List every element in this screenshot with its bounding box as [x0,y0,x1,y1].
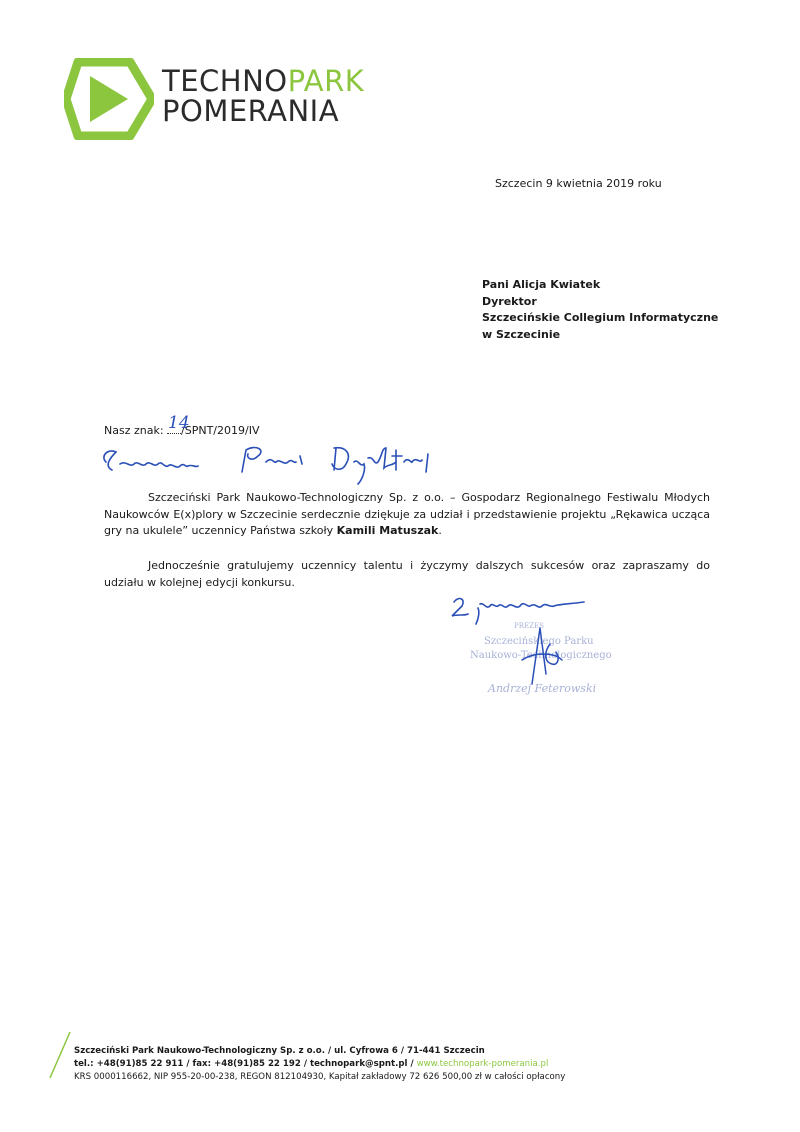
stamp-line-1: Szczecińskiego Parku [484,636,594,647]
letter-date: Szczecin 9 kwietnia 2019 roku [495,177,662,190]
recipient-institution: Szczecińskie Collegium Informatyczne [482,311,719,324]
logo-text-technopark [162,66,364,96]
footer-registration: KRS 0000116662, NIP 955-20-00-238, REGON 812104930, Kapitał zakładowy 72 626 500,00 zł w całości opłacony [74,1072,566,1082]
logo-word-techno: TECHNO [162,64,288,98]
footer-accent-line [46,1030,76,1080]
logo-word-park: PARK [287,64,365,98]
paragraph-congratulations-text: Jednocześnie gratulujemy uczennicy talentu i życzymy dalszych sukcesów oraz zapraszamy do udziału w kolejnej edycji konkursu. [104,559,710,589]
letter-footer [74,1045,565,1084]
paragraph-congratulations [104,558,710,591]
recipient-city: w Szczecinie [482,327,561,341]
stamp-name: Andrzej Feterowski [488,682,597,695]
handwritten-initials-signature [510,624,570,688]
footer-contact: tel.: +48(91)85 22 911 / fax: +48(91)85 22 192 / technopark@spnt.pl / [74,1059,417,1069]
footer-contact-line [74,1058,565,1071]
recipient-name: Pani Alicja Kwiatek [482,278,601,291]
footer-company-address: Szczeciński Park Naukowo-Technologiczny Sp. z o.o. / ul. Cyfrowa 6 / 71-441 Szczecin [74,1046,485,1056]
reference-prefix: Nasz znak: [104,424,168,437]
reference-suffix: /SPNT/2019/IV [181,424,260,437]
signature-stamp-area [440,590,680,710]
paragraph-thanks [104,490,710,540]
logo-text-pomerania: POMERANIA [162,94,340,128]
student-name: Kamili Matuszak [336,524,439,537]
footer-website-link[interactable]: www.technopark-pomerania.pl [416,1059,549,1069]
reference-handwritten-slot [167,413,190,437]
stamp-line-2: Naukowo-Technologicznego [470,650,612,661]
handwritten-closing-signature [440,590,640,626]
paragraph-thanks-end: . [438,524,442,537]
recipient-title: Dyrektor [482,294,537,308]
reference-handwritten-number: 14 [168,413,190,433]
technopark-logo-icon [64,58,154,140]
reference-number [104,413,260,437]
stamp-line-president: PREZES [514,622,544,630]
handwritten-salutation-signature [96,440,468,488]
paragraph-thanks-text: Szczeciński Park Naukowo-Technologiczny Sp. z o.o. – Gospodarz Regionalnego Festiwalu Młodych Naukowców E(x)plory w Szczecinie serdecznie dziękuje za udział i przedstawienie projektu „Rękawica ucząca gry na ukulele” uczennicy Państwa szkoły [104,491,710,537]
recipient-block [482,277,718,343]
